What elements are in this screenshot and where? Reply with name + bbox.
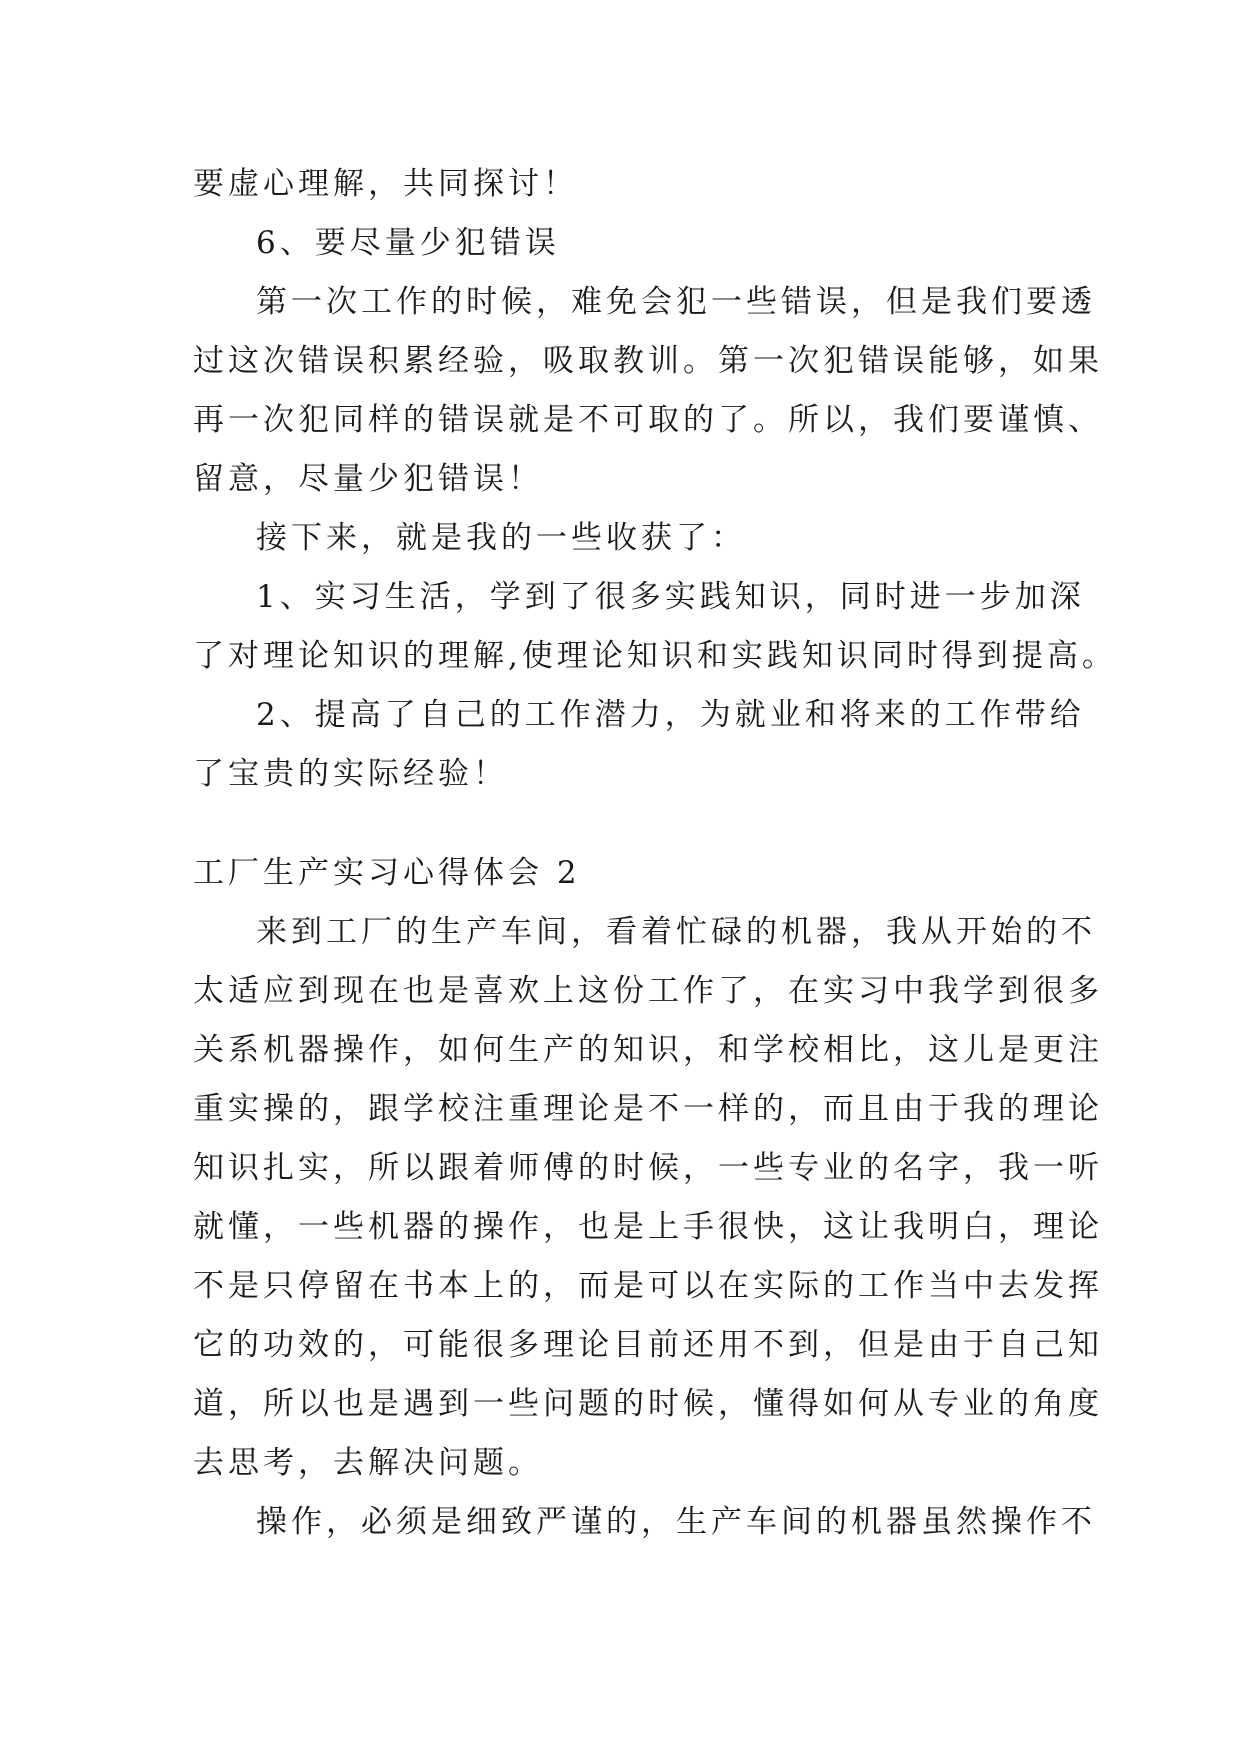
text-line: 接下来，就是我的一些收获了： bbox=[256, 520, 746, 556]
text-line: 第一次工作的时候，难免会犯一些错误，但是我们要透 bbox=[256, 284, 1096, 320]
text-line: 了宝贵的实际经验！ bbox=[193, 756, 508, 792]
section-title: 工厂生产实习心得体会 2 bbox=[193, 855, 581, 891]
text-line: 就懂，一些机器的操作，也是上手很快，这让我明白，理论 bbox=[193, 1209, 1103, 1245]
text-line: 要虚心理解，共同探讨！ bbox=[193, 166, 578, 202]
text-line: 1、实习生活，学到了很多实践知识，同时进一步加深 bbox=[256, 579, 1085, 615]
text-line: 去思考，去解决问题。 bbox=[193, 1445, 543, 1481]
text-line: 操作，必须是细致严谨的，生产车间的机器虽然操作不 bbox=[256, 1504, 1096, 1540]
text-line: 重实操的，跟学校注重理论是不一样的，而且由于我的理论 bbox=[193, 1091, 1103, 1127]
text-line: 关系机器操作，如何生产的知识，和学校相比，这儿是更注 bbox=[193, 1032, 1103, 1068]
text-line: 不是只停留在书本上的，而是可以在实际的工作当中去发挥 bbox=[193, 1268, 1103, 1304]
document-body bbox=[193, 155, 1117, 1552]
text-line: 再一次犯同样的错误就是不可取的了。所以，我们要谨慎、 bbox=[193, 402, 1103, 438]
text-line: 2、提高了自己的工作潜力，为就业和将来的工作带给 bbox=[256, 697, 1085, 733]
text-line: 它的功效的，可能很多理论目前还用不到，但是由于自己知 bbox=[193, 1327, 1103, 1363]
list-heading: 6、要尽量少犯错误 bbox=[256, 225, 560, 261]
text-line: 来到工厂的生产车间，看着忙碌的机器，我从开始的不 bbox=[256, 914, 1096, 950]
section-gap bbox=[193, 804, 1093, 844]
text-line: 太适应到现在也是喜欢上这份工作了，在实习中我学到很多 bbox=[193, 973, 1103, 1009]
text-line: 过这次错误积累经验，吸取教训。第一次犯错误能够，如果 bbox=[193, 343, 1103, 379]
text-line: 知识扎实，所以跟着师傅的时候，一些专业的名字，我一听 bbox=[193, 1150, 1103, 1186]
text-line: 了对理论知识的理解,使理论知识和实践知识同时得到提高。 bbox=[193, 638, 1117, 674]
text-line: 道，所以也是遇到一些问题的时候，懂得如何从专业的角度 bbox=[193, 1386, 1103, 1422]
text-line: 留意，尽量少犯错误！ bbox=[193, 461, 543, 497]
